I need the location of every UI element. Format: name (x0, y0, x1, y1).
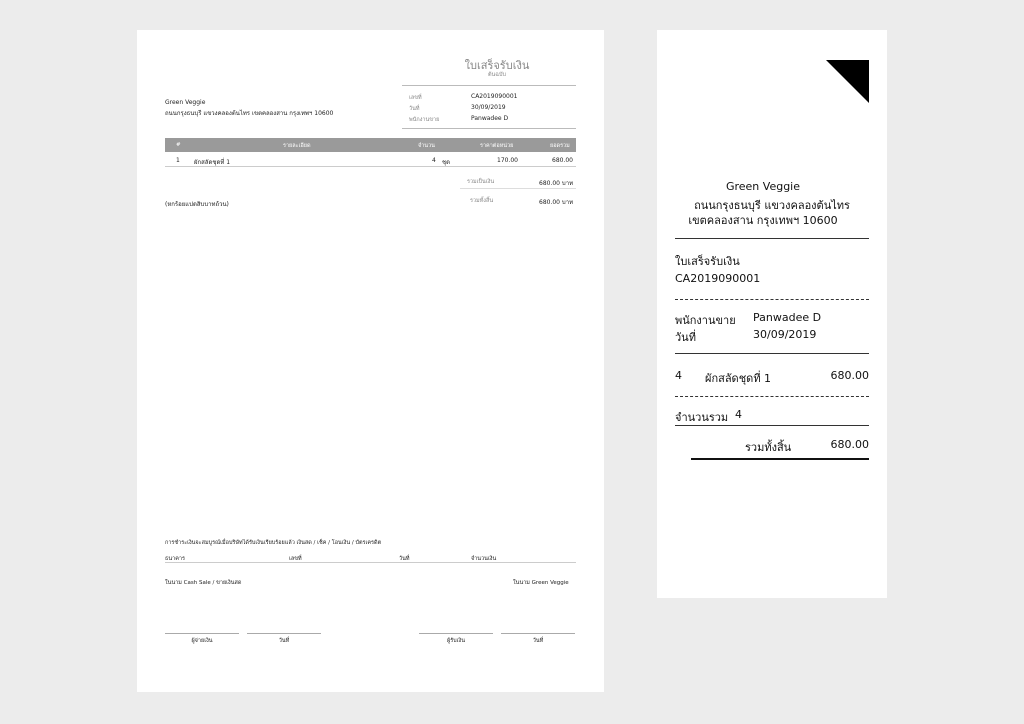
signature-line (165, 633, 239, 634)
row-qty: 4 (432, 157, 436, 164)
meta-date-value: 30/09/2019 (471, 104, 506, 111)
total-value: 680.00 บาท (539, 199, 574, 206)
col-qty: จำนวน (418, 143, 435, 149)
row-description: ผักสลัดชุดที่ 1 (194, 159, 231, 166)
payment-bank-label: ธนาคาร (165, 556, 185, 562)
receipt-address-line2: เขตคลองสาน กรุงเทพฯ 10600 (688, 214, 838, 227)
receipt-qty-total-value: 4 (735, 408, 742, 421)
divider (402, 85, 576, 86)
signature-line (419, 633, 493, 634)
receipt-salesperson-label: พนักงานขาย (675, 314, 736, 327)
divider (460, 188, 576, 189)
meta-salesperson-value: Panwadee D (471, 115, 509, 122)
col-unit-price: ราคาต่อหน่วย (480, 143, 514, 149)
divider (165, 166, 576, 167)
company-name: Green Veggie (165, 99, 206, 106)
payment-date-label: วันที่ (399, 556, 410, 562)
corner-triangle-icon (826, 60, 869, 103)
amount-in-words: (หกร้อยแปดสิบบาทถ้วน) (165, 201, 229, 208)
signature-line (247, 633, 321, 634)
total-label: รวมทั้งสิ้น (470, 198, 494, 204)
receipt-doc-title: ใบเสร็จรับเงิน (675, 255, 740, 268)
company-address: ถนนกรุงธนบุรี แขวงคลองต้นไทร เขตคลองสาน กรุงเทพฯ 10600 (165, 110, 334, 117)
receipt-address-line1: ถนนกรุงธนบุรี แขวงคลองต้นไทร (694, 199, 850, 212)
total-underline (691, 458, 869, 460)
items-table-header (165, 138, 576, 152)
invoice-title: ใบเสร็จรับเงิน (464, 59, 530, 72)
signature-line (501, 633, 575, 634)
table-row (165, 153, 576, 165)
invoice-page (137, 30, 604, 692)
dashed-divider (675, 396, 869, 397)
dashed-divider (675, 299, 869, 300)
receipt-date-value: 30/09/2019 (753, 328, 817, 341)
signature-date-label: วันที่ (532, 638, 544, 644)
row-unit: ชุด (442, 159, 450, 166)
signature-receiver-label: ผู้รับเงิน (447, 638, 465, 644)
subtotal-label: รวมเป็นเงิน (467, 179, 495, 185)
row-unit-price: 170.00 (497, 157, 518, 164)
col-description: รายละเอียด (283, 143, 311, 149)
receipt-company-name: Green Veggie (725, 180, 801, 193)
receipt-qty-total-label: จำนวนรวม (675, 411, 729, 424)
on-behalf-right: ในนาม Green Veggie (513, 580, 569, 586)
payment-number-label: เลขที่ (289, 556, 302, 562)
receipt-total-label: รวมทั้งสิ้น (745, 441, 792, 454)
signature-payer-label: ผู้จ่ายเงิน (191, 638, 213, 644)
receipt-salesperson-value: Panwadee D (753, 311, 822, 324)
divider (675, 353, 869, 354)
col-no: # (176, 142, 181, 148)
subtotal-value: 680.00 บาท (539, 180, 574, 187)
receipt-item-name: ผักสลัดชุดที่ 1 (705, 372, 772, 385)
payment-fields-underline (165, 562, 576, 563)
row-no: 1 (176, 157, 180, 164)
receipt-slip (657, 30, 887, 598)
payment-note: การชำระเงินจะสมบูรณ์เมื่อบริษัทได้รับเงินเรียบร้อยแล้ว เงินสด / เช็ค / โอนเงิน / บัตรเครดิต (165, 540, 382, 546)
meta-date-label: วันที่ (409, 106, 420, 112)
signature-date-label: วันที่ (278, 638, 290, 644)
receipt-total-value: 680.00 (830, 438, 869, 451)
receipt-date-label: วันที่ (675, 331, 696, 344)
invoice-subtitle: ต้นฉบับ (487, 72, 507, 78)
col-amount: ยอดรวม (550, 143, 570, 149)
divider (675, 425, 869, 426)
row-amount: 680.00 (552, 157, 573, 164)
on-behalf-left: ในนาม Cash Sale / ขายเงินสด (165, 580, 242, 586)
receipt-doc-number: CA2019090001 (675, 272, 761, 285)
receipt-item-amount: 680.00 (830, 369, 869, 382)
meta-number-value: CA2019090001 (471, 93, 518, 100)
divider (402, 128, 576, 129)
divider (675, 238, 869, 239)
meta-salesperson-label: พนักงานขาย (409, 117, 440, 123)
payment-amount-label: จำนวนเงิน (471, 556, 497, 562)
meta-number-label: เลขที่ (409, 95, 422, 101)
receipt-item-qty: 4 (675, 369, 682, 382)
